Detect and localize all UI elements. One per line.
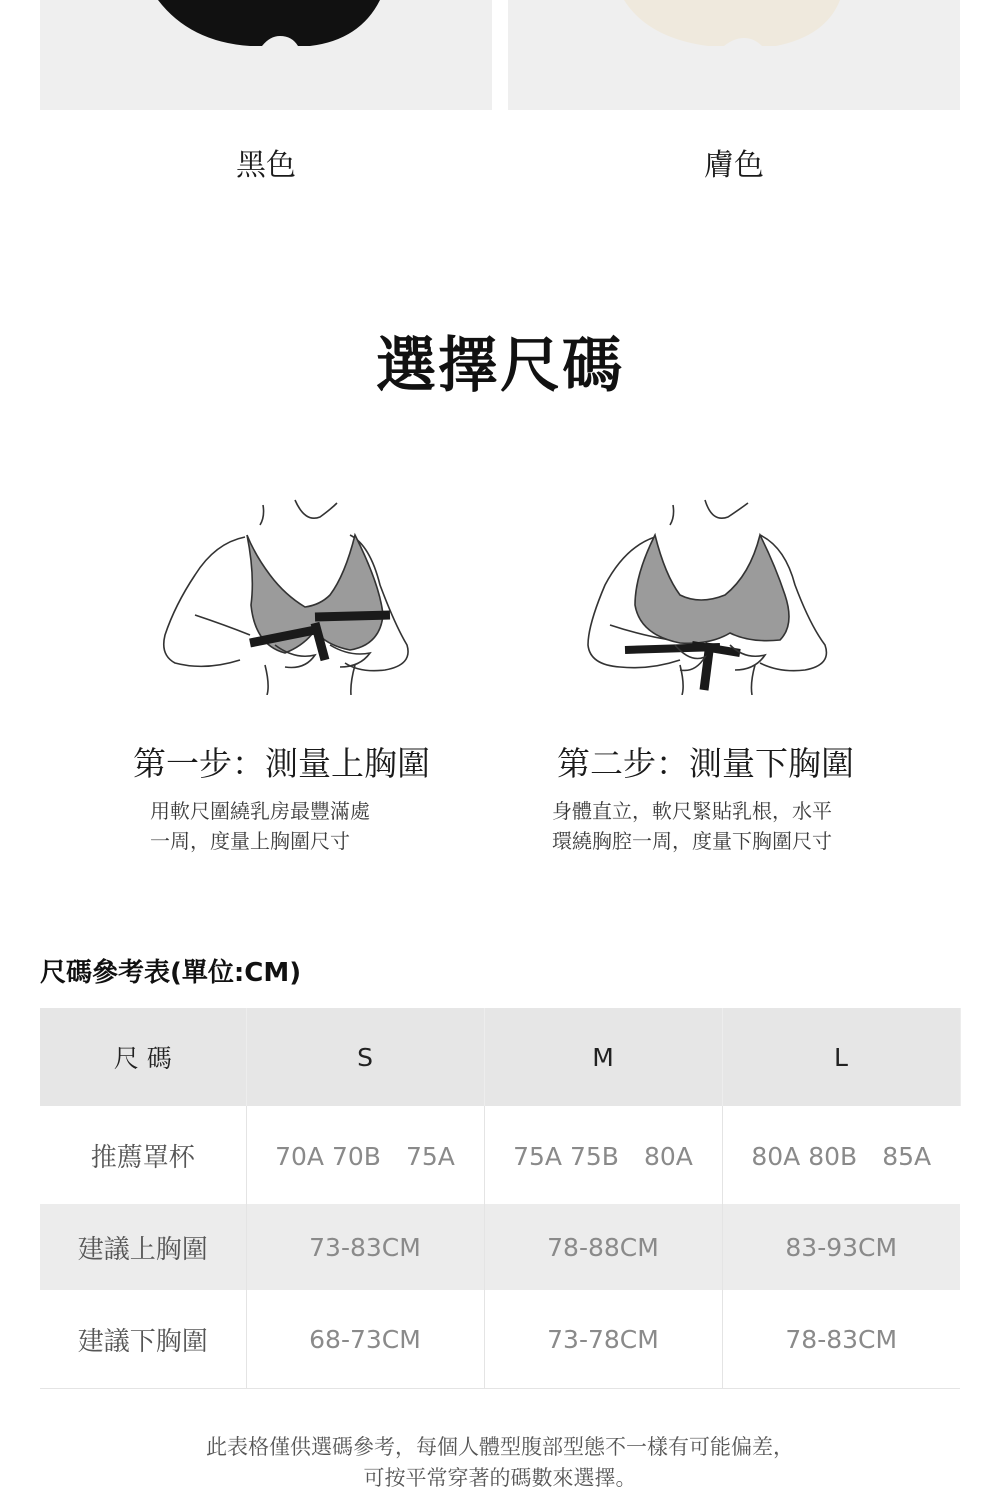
step2-title: 第二步：測量下胸圍	[557, 744, 854, 783]
table-row	[40, 1106, 960, 1204]
black-swatch-image	[40, 0, 492, 110]
table-cell: 73-78CM	[484, 1290, 722, 1389]
skin-swatch-image	[508, 0, 960, 110]
step1-desc-line2: 一周，度量上胸圍尺寸	[150, 829, 350, 853]
table-row	[40, 1290, 960, 1389]
table-cell: 75A 75B 80A	[484, 1106, 722, 1204]
table-row	[40, 1204, 960, 1290]
step1-description	[150, 796, 370, 856]
size-table-caption: 尺碼參考表(單位:CM)	[40, 958, 302, 988]
step1-desc-line1: 用軟尺圍繞乳房最豐滿處	[150, 799, 370, 823]
table-cell: 78-88CM	[484, 1204, 722, 1290]
size-table	[40, 1008, 961, 1389]
size-note	[0, 1432, 1000, 1494]
table-cell: 80A 80B 85A	[722, 1106, 960, 1204]
table-header-cell: M	[484, 1008, 722, 1106]
step1-illustration	[155, 495, 420, 699]
note-line2: 可按平常穿著的碼數來選擇。	[363, 1466, 637, 1490]
step2-desc-line2: 環繞胸腔一周，度量下胸圍尺寸	[552, 829, 832, 853]
note-line1: 此表格僅供選碼參考，每個人體型腹部型態不一樣有可能偏差，	[206, 1435, 794, 1459]
table-cell: 83-93CM	[722, 1204, 960, 1290]
table-cell: 78-83CM	[722, 1290, 960, 1389]
color-label-skin: 膚色	[704, 148, 764, 183]
step2-illustration	[580, 495, 845, 699]
step2-description	[552, 796, 832, 856]
table-header-cell: S	[246, 1008, 484, 1106]
table-cell: 68-73CM	[246, 1290, 484, 1389]
table-header-row	[40, 1008, 960, 1106]
step2-desc-line1: 身體直立，軟尺緊貼乳根，水平	[552, 799, 832, 823]
section-title: 選擇尺碼	[376, 331, 624, 401]
table-cell: 70A 70B 75A	[246, 1106, 484, 1204]
table-header-cell: L	[722, 1008, 960, 1106]
row-label: 建議下胸圍	[40, 1290, 246, 1389]
row-label: 推薦罩杯	[40, 1106, 246, 1204]
color-label-black: 黑色	[236, 148, 296, 183]
row-label: 建議上胸圍	[40, 1204, 246, 1290]
table-header-cell: 尺 碼	[40, 1008, 246, 1106]
step1-title: 第一步：測量上胸圍	[133, 744, 430, 783]
table-cell: 73-83CM	[246, 1204, 484, 1290]
